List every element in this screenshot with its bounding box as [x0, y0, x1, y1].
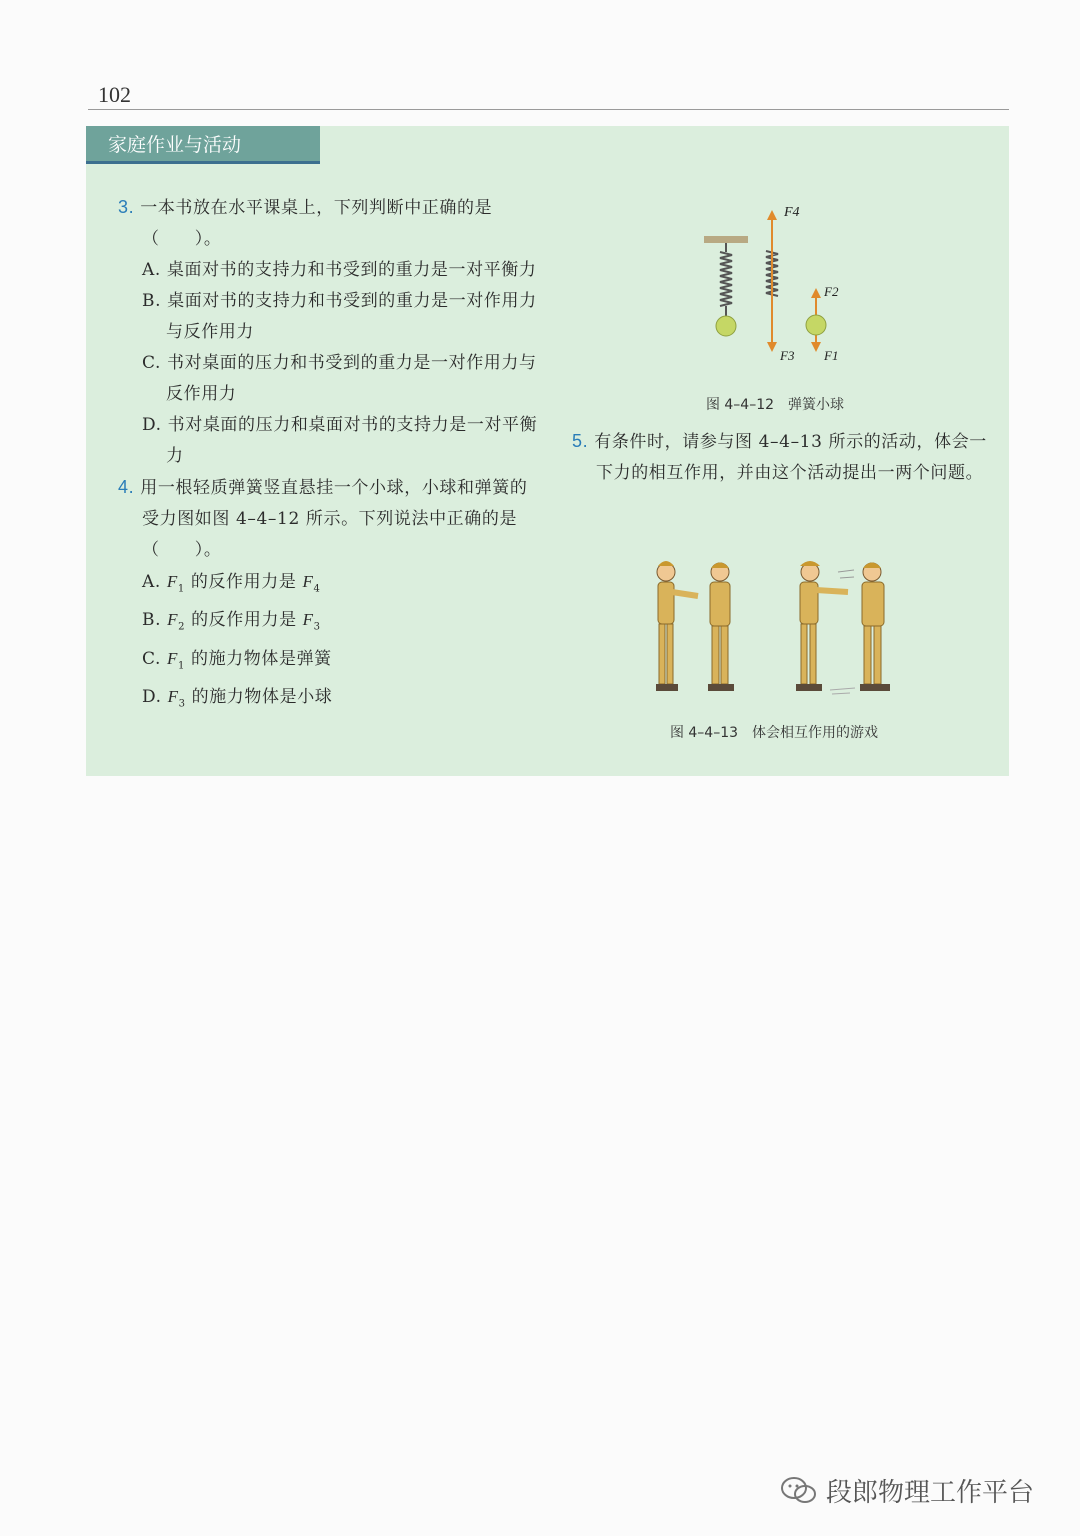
f4-label: F4: [784, 205, 800, 220]
f1-arrowhead: [811, 342, 821, 352]
question-4-option-a: A. $F_1$ 的反作用力是 $F_4$: [142, 572, 321, 595]
question-3: [118, 192, 538, 255]
f1-label: F1: [824, 348, 839, 363]
header-rule: [88, 109, 1009, 110]
question-3-option-a: A. 桌面对书的支持力和书受到的重力是一对平衡力: [142, 260, 537, 280]
ceiling-bar: [704, 236, 748, 243]
question-5: [572, 426, 992, 489]
section-title: 家庭作业与活动: [86, 126, 320, 164]
question-4-number: 4.: [118, 477, 135, 497]
pair-left: [656, 561, 734, 691]
question-3-number: 3.: [118, 197, 135, 217]
question-3-stem: 一本书放在水平课桌上，下列判断中正确的是（ ）。: [140, 198, 493, 249]
question-4-option-c: C. $F_1$ 的施力物体是弹簧: [142, 648, 332, 672]
ball-1: [716, 316, 736, 336]
question-4-option-b: B. $F_2$ 的反作用力是 $F_3$: [142, 610, 321, 633]
figure-4-4-13-caption: 图 4–4–13 体会相互作用的游戏: [669, 725, 879, 741]
watermark: [780, 1470, 1034, 1510]
f2-label: F2: [824, 284, 839, 299]
interaction-game-figure: [650, 552, 920, 702]
question-3-option-b: B. 桌面对书的支持力和书受到的重力是一对作用力与反作用力: [142, 291, 537, 342]
question-5-stem: 有条件时，请参与图 4–4–13 所示的活动，体会一下力的相互作用，并由这个活动提出一两个问题。: [594, 432, 987, 483]
wechat-icon: [780, 1475, 818, 1505]
question-4: [118, 472, 538, 566]
page-number: 102: [98, 82, 131, 107]
spring-1: [720, 243, 732, 316]
spring-ball-figure: [690, 196, 860, 372]
f4-arrowhead: [767, 210, 777, 220]
left-column: [118, 192, 538, 720]
question-3-option-c: C. 书对桌面的压力和书受到的重力是一对作用力与反作用力: [142, 353, 537, 404]
question-4-stem: 用一根轻质弹簧竖直悬挂一个小球，小球和弹簧的受力图如图 4–4–12 所示。下列说法中正确的是（ ）。: [140, 478, 528, 560]
f3-arrowhead: [767, 342, 777, 352]
pair-right: [796, 561, 890, 694]
figure-4-4-12-caption: 图 4–4–12 弹簧小球: [705, 397, 845, 413]
f2-arrowhead: [811, 288, 821, 298]
watermark-text: 段郎物理工作平台: [826, 1477, 1035, 1508]
right-column: [572, 426, 992, 489]
question-4-option-d: D. $F_3$ 的施力物体是小球: [142, 687, 333, 710]
question-5-number: 5.: [572, 431, 589, 451]
f3-label: F3: [780, 348, 795, 363]
question-3-option-d: D. 书对桌面的压力和桌面对书的支持力是一对平衡力: [142, 415, 538, 466]
ball-2: [806, 315, 826, 335]
